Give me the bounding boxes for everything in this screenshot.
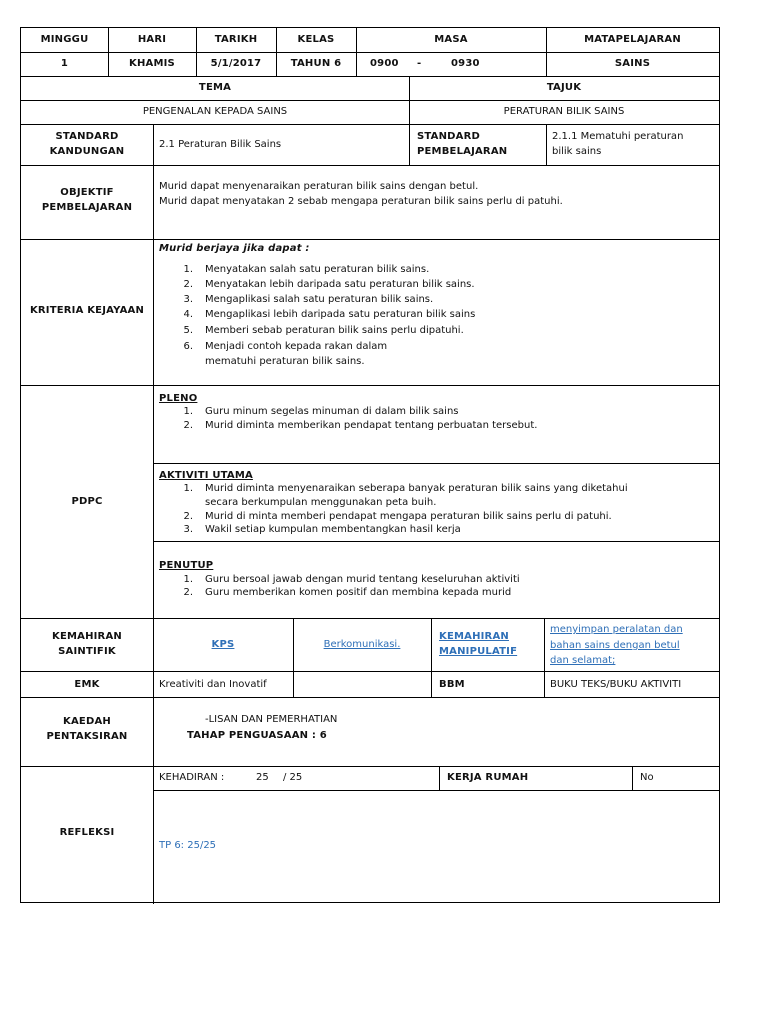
- item-text: Guru memberikan komen positif dan membina kepada murid: [205, 587, 512, 598]
- item-number: 2.: [183, 511, 193, 522]
- col-divider: [632, 766, 633, 790]
- item-text: Murid diminta menyenaraikan seberapa banyak peraturan bilik sains yang diketahui: [205, 483, 628, 494]
- item-text: Menjadi contoh kepada rakan dalam: [205, 341, 388, 352]
- standard-pembelajaran-label: STANDARD: [417, 131, 480, 142]
- hari-value: KHAMIS: [129, 58, 175, 69]
- item-text: Wakil setiap kumpulan membentangkan hasil kerja: [205, 524, 461, 535]
- item-number: 3.: [183, 294, 193, 305]
- standard-kandungan-label-2: KANDUNGAN: [49, 146, 125, 157]
- bbm-value: BUKU TEKS/BUKU AKTIVITI: [550, 679, 682, 690]
- tp-note: TP 6: 25/25: [159, 840, 217, 851]
- berkomunikasi-link[interactable]: Berkomunikasi.: [323, 639, 401, 650]
- col-divider: [153, 124, 154, 165]
- row-divider: [21, 671, 719, 672]
- kehadiran-total: / 25: [283, 772, 303, 783]
- item-text: Mengaplikasi lebih daripada satu peraturan bilik sains: [205, 309, 476, 320]
- row-divider: [153, 463, 719, 464]
- manipulatif-value-link-3[interactable]: dan selamat;: [550, 655, 616, 666]
- row-divider: [21, 766, 719, 767]
- item-number: 3.: [183, 524, 193, 535]
- aktiviti-utama-title: AKTIVITI UTAMA: [159, 470, 253, 481]
- standard-pembelajaran-label-2: PEMBELAJARAN: [417, 146, 508, 157]
- kemahiran-manipulatif-link[interactable]: KEMAHIRAN: [439, 631, 509, 642]
- kriteria-intro: Murid berjaya jika dapat :: [159, 243, 310, 254]
- objektif-line: Murid dapat menyatakan 2 sebab mengapa peraturan bilik sains perlu di patuhi.: [159, 196, 563, 207]
- row-divider: [21, 124, 719, 125]
- row-divider: [21, 100, 719, 101]
- item-number: 5.: [183, 325, 193, 336]
- item-number: 1.: [183, 574, 193, 585]
- item-text: Guru minum segelas minuman di dalam bilik sains: [205, 406, 459, 417]
- col-divider: [439, 766, 440, 790]
- kriteria-label: KRITERIA KEJAYAAN: [29, 305, 145, 316]
- row-divider: [21, 697, 719, 698]
- row-divider: [21, 239, 719, 240]
- kaedah-label-2: PENTAKSIRAN: [46, 731, 128, 742]
- objektif-label-2: PEMBELAJARAN: [41, 202, 133, 213]
- emk-label: EMK: [74, 679, 100, 690]
- hari-label: HARI: [137, 34, 167, 45]
- masa-label: MASA: [434, 34, 468, 45]
- item-text: Murid di minta memberi pendapat mengapa peraturan bilik sains perlu di patuhi.: [205, 511, 612, 522]
- kerja-rumah-label: KERJA RUMAH: [447, 772, 529, 783]
- col-divider: [293, 618, 294, 697]
- item-number: 2.: [183, 587, 193, 598]
- kelas-value: TAHUN 6: [290, 58, 342, 69]
- standard-kandungan-value: 2.1 Peraturan Bilik Sains: [159, 139, 282, 150]
- masa-end: 0930: [451, 58, 480, 69]
- objektif-line: Murid dapat menyenaraikan peraturan bilik sains dengan betul.: [159, 181, 479, 192]
- tajuk-label: TAJUK: [546, 82, 582, 93]
- standard-pembelajaran-value: 2.1.1 Mematuhi peraturan: [552, 131, 684, 142]
- refleksi-label: REFLEKSI: [59, 827, 115, 838]
- masa-dash: -: [417, 58, 422, 69]
- matapelajaran-label: MATAPELAJARAN: [584, 34, 681, 45]
- minggu-value: 1: [60, 58, 69, 69]
- standard-pembelajaran-value-2: bilik sains: [552, 146, 602, 157]
- objektif-label: OBJEKTIF: [60, 187, 114, 198]
- kemahiran-label-2: SAINTIFIK: [58, 646, 116, 657]
- penutup-title: PENUTUP: [159, 560, 214, 571]
- item-text: Menyatakan salah satu peraturan bilik sains.: [205, 264, 430, 275]
- tarikh-label: TARIKH: [214, 34, 258, 45]
- row-divider: [21, 76, 719, 77]
- tema-label: TEMA: [198, 82, 232, 93]
- kemahiran-manipulatif-link-2[interactable]: MANIPULATIF: [439, 646, 518, 657]
- kelas-label: KELAS: [297, 34, 335, 45]
- kaedah-line: -LISAN DAN PEMERHATIAN: [205, 714, 338, 725]
- tema-value: PENGENALAN KEPADA SAINS: [142, 106, 288, 117]
- lesson-plan-table: [20, 27, 720, 903]
- row-divider: [21, 618, 719, 619]
- kehadiran-label: KEHADIRAN :: [159, 772, 225, 783]
- standard-kandungan-label: STANDARD: [55, 131, 119, 142]
- item-text: Guru bersoal jawab dengan murid tentang keseluruhan aktiviti: [205, 574, 520, 585]
- col-divider: [546, 124, 547, 165]
- col-divider: [153, 165, 154, 904]
- item-text: Memberi sebab peraturan bilik sains perlu dipatuhi.: [205, 325, 464, 336]
- manipulatif-value-link-2[interactable]: bahan sains dengan betul: [550, 640, 680, 651]
- item-text: secara berkumpulan menggunakan peta buih.: [205, 497, 437, 508]
- minggu-label: MINGGU: [40, 34, 89, 45]
- pdpc-label: PDPC: [71, 496, 103, 507]
- matapelajaran-value: SAINS: [614, 58, 651, 69]
- item-number: 6.: [183, 341, 193, 352]
- tarikh-value: 5/1/2017: [210, 58, 262, 69]
- kerja-rumah-value: No: [640, 772, 654, 783]
- row-divider: [153, 790, 719, 791]
- tahap-penguasaan: TAHAP PENGUASAAN : 6: [187, 730, 327, 741]
- kemahiran-label: KEMAHIRAN: [52, 631, 122, 642]
- item-number: 2.: [183, 420, 193, 431]
- col-divider: [431, 618, 432, 697]
- item-number: 1.: [183, 483, 193, 494]
- item-text: Menyatakan lebih daripada satu peraturan bilik sains.: [205, 279, 475, 290]
- pleno-title: PLENO: [159, 393, 198, 404]
- col-divider: [544, 618, 545, 697]
- tajuk-value: PERATURAN BILIK SAINS: [503, 106, 625, 117]
- row-divider: [21, 165, 719, 166]
- emk-value: Kreativiti dan Inovatif: [159, 679, 267, 690]
- kps-link[interactable]: KPS: [211, 639, 235, 650]
- list-item-continuation: mematuhi peraturan bilik sains.: [205, 356, 365, 367]
- manipulatif-value-link[interactable]: menyimpan peralatan dan: [550, 624, 683, 635]
- row-divider: [21, 385, 719, 386]
- kaedah-label: KAEDAH: [63, 716, 111, 727]
- item-number: 1.: [183, 264, 193, 275]
- item-number: 2.: [183, 279, 193, 290]
- item-number: 1.: [183, 406, 193, 417]
- row-divider: [21, 52, 719, 53]
- item-text: Murid diminta memberikan pendapat tentang perbuatan tersebut.: [205, 420, 538, 431]
- bbm-label: BBM: [439, 679, 465, 690]
- item-text: Mengaplikasi salah satu peraturan bilik sains.: [205, 294, 434, 305]
- kehadiran-value: 25: [256, 772, 269, 783]
- masa-start: 0900: [370, 58, 399, 69]
- row-divider: [153, 541, 719, 542]
- item-number: 4.: [183, 309, 193, 320]
